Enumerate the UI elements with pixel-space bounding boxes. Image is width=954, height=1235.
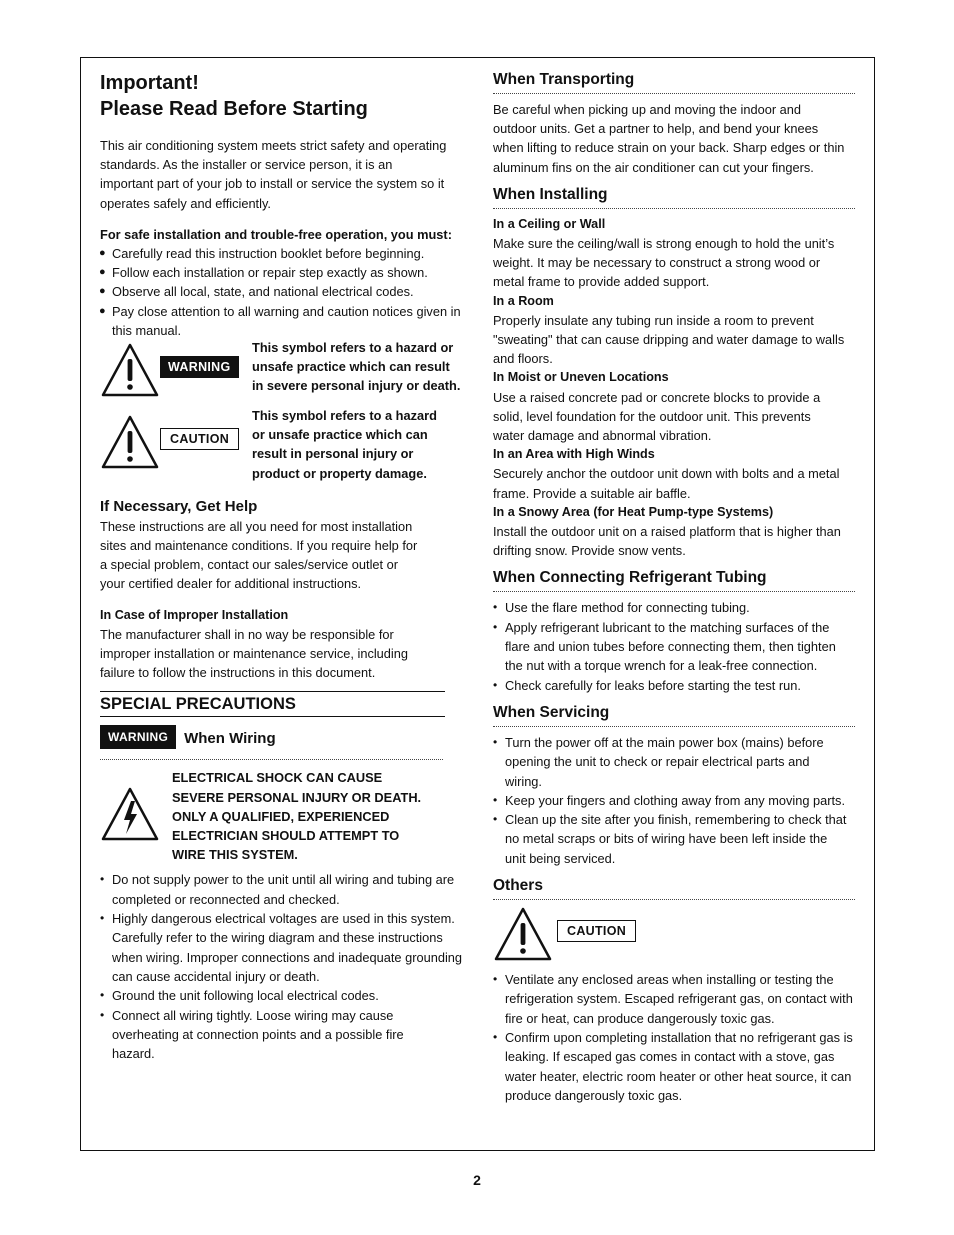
text-line: when lifting to reduce strain on your back. Sharp edges or thin [493,140,845,156]
others-caution-badge: CAUTION [557,920,636,942]
others-list [493,970,859,1105]
servicing-heading: When Servicing [493,703,855,727]
text-line: Use a raised concrete pad or concrete blocks to provide a [493,389,821,405]
installing-sub-heading: In a Snowy Area (for Heat Pump-type Systems) [493,504,774,519]
list-item: • Do not supply power to the unit until all wiring and tubing are completed or reconnected and checked. [100,870,462,909]
shock-warning-text [172,768,421,864]
list-item: • Use the flare method for connecting tubing. [493,598,855,617]
right-column [493,70,859,1105]
tubing-heading: When Connecting Refrigerant Tubing [493,568,855,592]
text-line: ELECTRICAL SHOCK CAN CAUSE [172,770,383,786]
intro-line: This air conditioning system meets strict safety and operating [100,138,447,153]
page-number: 2 [473,1172,481,1188]
text-line: product or property damage. [252,465,427,481]
caution-triangle-icon [493,906,553,962]
intro-paragraph [100,136,470,213]
text-line: improper installation or maintenance service, including [100,646,408,662]
caution-description [252,406,437,483]
caution-badge: CAUTION [160,428,239,450]
installing-sub-heading: In a Room [493,293,554,308]
text-line: and floors. [493,351,553,367]
others-heading: Others [493,876,855,900]
improper-paragraph [100,625,470,683]
list-item: ● Carefully read this instruction booklet before beginning. [100,244,470,263]
warning-symbol-block [100,342,470,398]
text-line: Properly insulate any tubing run inside a room to prevent [493,312,814,328]
text-line: drifting snow. Provide snow vents. [493,543,686,559]
text-line: "sweating" that can cause dripping and water damage to walls [493,332,845,348]
page-title [100,70,470,122]
list-item: • Apply refrigerant lubricant to the matching surfaces of the flare and union tubes before connecting them, then tighten the nut with a torque wrench for a leak-free connection. [493,618,855,676]
text-line: in severe personal injury or death. [252,378,461,394]
text-line: These instructions are all you need for most installation [100,518,413,534]
installing-heading: When Installing [493,185,855,209]
text-line: This symbol refers to a hazard or [252,340,454,356]
text-line: failure to follow the instructions in this document. [100,665,376,681]
special-precautions-heading: SPECIAL PRECAUTIONS [100,691,445,717]
intro-line: standards. As the installer or service person, it is an [100,157,393,173]
text-line: Be careful when picking up and moving the indoor and [493,102,802,117]
text-line: ELECTRICIAN SHOULD ATTEMPT TO [172,828,400,844]
intro-line: operates safely and efficiently. [100,195,271,211]
list-item: • Keep your fingers and clothing away from any moving parts. [493,791,855,810]
list-item: ● Observe all local, state, and national electrical codes. [100,282,470,301]
list-item: • Confirm upon completing installation that no refrigerant gas is leaking. If escaped gas comes in contact with a stove, gas water heater, electric room heater or other heat source, it can produce dangerously toxic gas. [493,1028,859,1105]
list-item: • Ventilate any enclosed areas when installing or testing the refrigeration system. Escaped refrigerant gas, on contact with fire or heat, can produce dangerously toxic gas. [493,970,859,1028]
must-heading: For safe installation and trouble-free operation, you must: [100,226,452,242]
title-line-1: Important! [100,72,199,94]
text-line: your certified dealer for additional instructions. [100,576,362,592]
text-line: water damage and abnormal vibration. [493,428,712,444]
installing-sub-heading: In an Area with High Winds [493,447,655,462]
text-line: This symbol refers to a hazard [252,408,437,424]
left-column [100,70,470,1063]
warning-description [252,338,460,396]
text-line: sites and maintenance conditions. If you require help for [100,538,418,554]
text-line: Install the outdoor unit on a raised platform that is higher than [493,524,841,540]
text-line: The manufacturer shall in no way be responsible for [100,626,394,642]
list-item: • Ground the unit following local electrical codes. [100,986,462,1005]
installing-sub-heading: In a Ceiling or Wall [493,216,606,231]
transport-heading: When Transporting [493,70,855,94]
text-line: weight. It may be necessary to construct a strong wood or [493,255,821,271]
shock-warning-block [100,768,470,864]
help-heading: If Necessary, Get Help [100,497,258,515]
list-item: • Highly dangerous electrical voltages are used in this system. Carefully refer to the wiring diagram and these instructions when wiring. Improper connections and inadequate grounding can cause accidental injury or death. [100,909,462,986]
installing-sections [493,215,859,561]
caution-symbol-block [100,406,470,483]
electric-shock-icon [100,786,160,842]
servicing-list [493,733,855,868]
others-caution-block [493,906,859,962]
improper-heading: In Case of Improper Installation [100,607,289,622]
warning-badge: WARNING [160,356,239,378]
title-line-2: Please Read Before Starting [100,98,368,120]
when-wiring-header [100,725,443,760]
transport-paragraph [493,100,859,177]
list-item: ● Follow each installation or repair step exactly as shown. [100,263,470,282]
text-line: unsafe practice which can result [252,359,450,375]
must-list [100,244,470,340]
text-line: aluminum fins on the air conditioner can cut your fingers. [493,159,814,175]
intro-line: important part of your job to install or service the system so it [100,176,445,192]
list-item: • Connect all wiring tightly. Loose wiring may cause overheating at connection points and a possible fire hazard. [100,1006,432,1064]
tubing-list [493,598,855,694]
text-line: SEVERE PERSONAL INJURY OR DEATH. [172,789,422,805]
text-line: outdoor units. Get a partner to help, and bend your knees [493,121,819,137]
text-line: metal frame to provide added support. [493,274,710,290]
wiring-list [100,870,462,1063]
text-line: frame. Provide a suitable air baffle. [493,485,691,501]
help-paragraph [100,517,470,594]
list-item: • Clean up the site after you finish, remembering to check that no metal scraps or bits of wiring have been left inside the unit being serviced. [493,810,850,868]
installing-sub-heading: In Moist or Uneven Locations [493,370,669,385]
list-item: • Check carefully for leaks before starting the test run. [493,676,855,695]
caution-triangle-icon [100,414,160,470]
text-line: ONLY A QUALIFIED, EXPERIENCED [172,808,390,824]
wiring-warning-badge: WARNING [100,725,176,749]
text-line: WIRE THIS SYSTEM. [172,847,298,863]
text-line: result in personal injury or [252,446,414,462]
list-item: • Turn the power off at the main power box (mains) before opening the unit to check or repair electrical parts and wiring. [493,733,845,791]
text-line: solid, level foundation for the outdoor unit. This prevents [493,408,811,424]
list-item: ● Pay close attention to all warning and caution notices given in this manual. [100,302,462,340]
wiring-heading: When Wiring [184,730,276,748]
text-line: or unsafe practice which can [252,427,428,443]
text-line: a special problem, contact our sales/service outlet or [100,557,399,573]
warning-triangle-icon [100,342,160,398]
text-line: Make sure the ceiling/wall is strong enough to hold the unit’s [493,236,835,252]
text-line: Securely anchor the outdoor unit down with bolts and a metal [493,466,840,482]
